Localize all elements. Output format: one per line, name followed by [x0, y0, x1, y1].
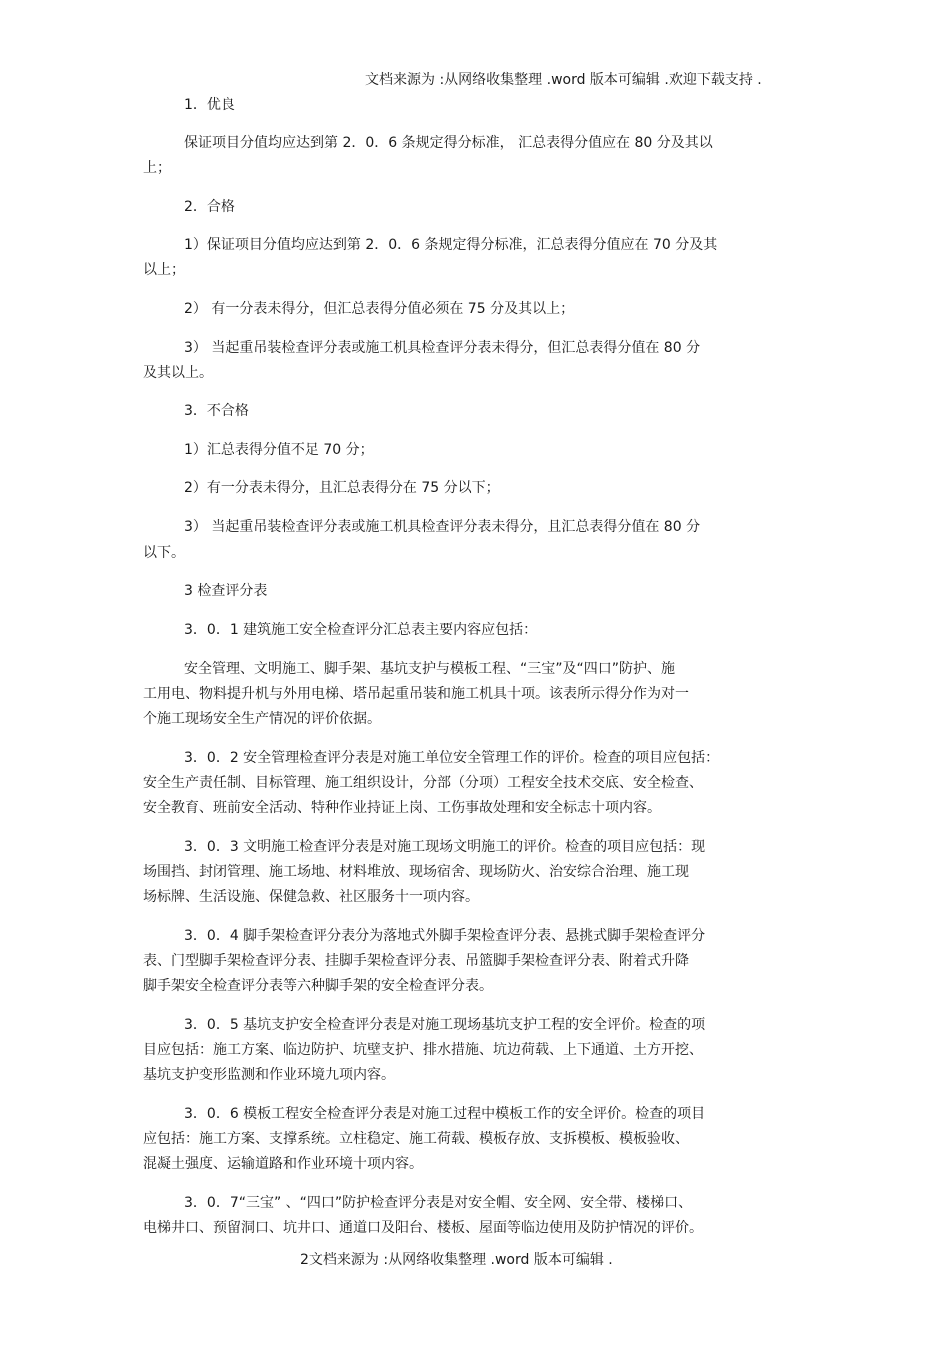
paragraph-line: 安全教育、班前安全活动、特种作业持证上岗、工伤事故处理和安全标志十项内容。 [143, 800, 661, 816]
paragraph-line: 上； [143, 160, 171, 176]
section-heading: 2．合格 [184, 199, 235, 215]
page-footer: 2文档来源为 :从网络收集整理 .word 版本可编辑 . [300, 1252, 613, 1268]
paragraph-line: 及其以上。 [143, 365, 213, 381]
paragraph-line: 3．0．1 建筑施工安全检查评分汇总表主要内容应包括： [184, 622, 538, 638]
page-header: 文档来源为 :从网络收集整理 .word 版本可编辑 .欢迎下载支持 . [365, 72, 762, 88]
paragraph-line: 2） 有一分表未得分，但汇总表得分值必须在 75 分及其以上； [184, 301, 575, 317]
paragraph-line: 以下。 [143, 545, 185, 561]
paragraph-line: 1）汇总表得分值不足 70 分； [184, 442, 374, 458]
paragraph-line: 3．0．2 安全管理检查评分表是对施工单位安全管理工作的评价。检查的项目应包括： [184, 750, 720, 766]
section-heading: 3．不合格 [184, 403, 249, 419]
paragraph-line: 个施工现场安全生产情况的评价依据。 [143, 711, 381, 727]
paragraph-line: 3．0．4 脚手架检查评分表分为落地式外脚手架检查评分表、悬挑式脚手架检查评分 [184, 928, 706, 944]
paragraph-line: 以上； [143, 262, 185, 278]
paragraph-line: 表、门型脚手架检查评分表、挂脚手架检查评分表、吊篮脚手架检查评分表、附着式升降 [143, 953, 689, 969]
paragraph-line: 3．0．6 模板工程安全检查评分表是对施工过程中模板工作的安全评价。检查的项目 [184, 1106, 706, 1122]
paragraph-line: 电梯井口、预留洞口、坑井口、通道口及阳台、楼板、屋面等临边使用及防护情况的评价。 [143, 1220, 703, 1236]
paragraph-line: 3） 当起重吊装检查评分表或施工机具检查评分表未得分，且汇总表得分值在 80 分 [184, 519, 701, 535]
paragraph-line: 场标牌、生活设施、保健急救、社区服务十一项内容。 [143, 889, 479, 905]
paragraph-line: 场围挡、封闭管理、施工场地、材料堆放、现场宿舍、现场防火、治安综合治理、施工现 [143, 864, 689, 880]
section-heading: 3 检查评分表 [184, 583, 268, 599]
paragraph-line: 3．0．5 基坑支护安全检查评分表是对施工现场基坑支护工程的安全评价。检查的项 [184, 1017, 706, 1033]
paragraph-line: 3．0．3 文明施工检查评分表是对施工现场文明施工的评价。检查的项目应包括：现 [184, 839, 706, 855]
paragraph-line: 基坑支护变形监测和作业环境九项内容。 [143, 1067, 395, 1083]
paragraph-line: 应包括：施工方案、支撑系统。立柱稳定、施工荷载、模板存放、支拆模板、模板验收、 [143, 1131, 689, 1147]
paragraph-line: 工用电、物料提升机与外用电梯、塔吊起重吊装和施工机具十项。该表所示得分作为对一 [143, 686, 689, 702]
paragraph-line: 安全生产责任制、目标管理、施工组织设计，分部（分项）工程安全技术交底、安全检查、 [143, 775, 703, 791]
paragraph-line: 安全管理、文明施工、脚手架、基坑支护与模板工程、“三宝”及“四口”防护、施 [184, 661, 676, 677]
paragraph-line: 1）保证项目分值均应达到第 2．0．6 条规定得分标准，汇总表得分值应在 70 分及其 [184, 237, 718, 253]
paragraph-line: 3） 当起重吊装检查评分表或施工机具检查评分表未得分，但汇总表得分值在 80 分 [184, 340, 701, 356]
paragraph-line: 2）有一分表未得分，且汇总表得分在 75 分以下； [184, 480, 500, 496]
paragraph-line: 3．0．7“三宝” 、“四口”防护检查评分表是对安全帽、安全网、安全带、楼梯口、 [184, 1195, 693, 1211]
paragraph-line: 保证项目分值均应达到第 2．0．6 条规定得分标准， 汇总表得分值应在 80 分及其以 [184, 135, 713, 151]
paragraph-line: 混凝土强度、运输道路和作业环境十项内容。 [143, 1156, 423, 1172]
paragraph-line: 目应包括：施工方案、临边防护、坑壁支护、排水措施、坑边荷载、上下通道、土方开挖、 [143, 1042, 703, 1058]
section-heading: 1．优良 [184, 97, 235, 113]
paragraph-line: 脚手架安全检查评分表等六种脚手架的安全检查评分表。 [143, 978, 493, 994]
